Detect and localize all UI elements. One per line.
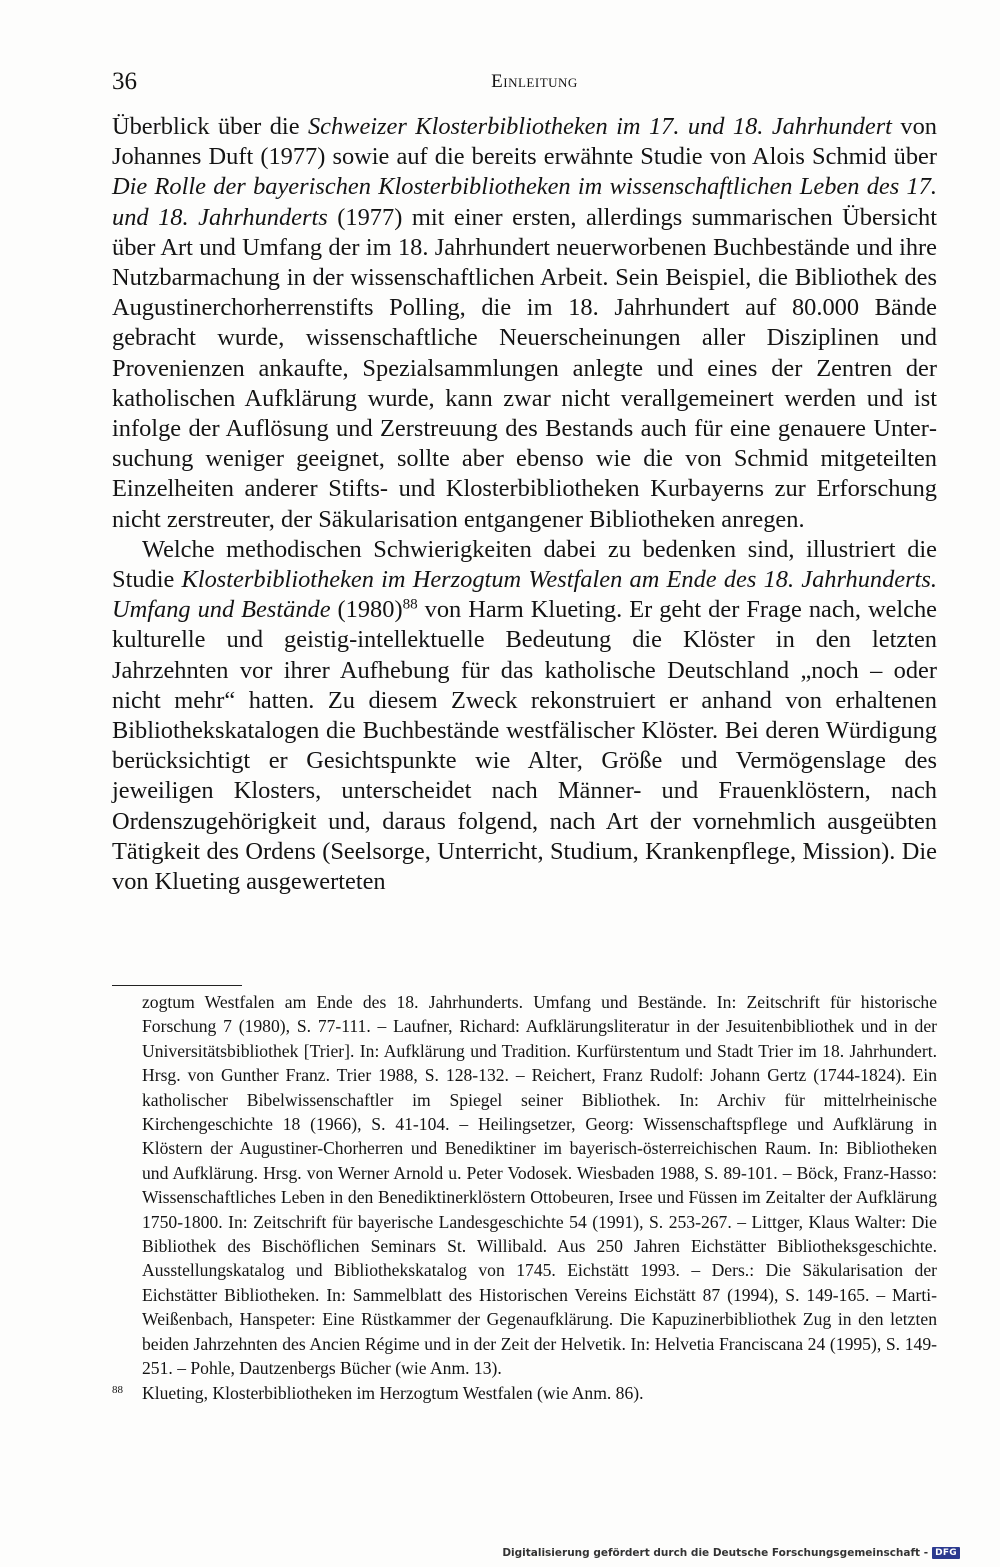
chapter-title: Einleitung — [491, 71, 578, 92]
p2-text-2: (1980) — [330, 596, 403, 624]
digitization-credit — [502, 1547, 960, 1559]
p1-text-2: von Johannes Duft (1977) sowie auf die bereits erwähnte Studie von Alois Schmid über — [112, 113, 937, 171]
running-head — [112, 68, 937, 102]
footnotes — [112, 990, 937, 1405]
footnote-88-text: Klueting, Klosterbibliotheken im Herzogtum Westfalen (wie Anm. 86). — [142, 1382, 644, 1403]
footnote-87-continuation: zogtum Westfalen am Ende des 18. Jahrhunderts. Umfang und Bestände. In: Zeitschrift für historische Forschung 7 (1980), S. 77-111. – Laufner, Richard: Aufklärungsliteratur in der Jesuitenbibliothek und in der Universitätsbibliothek [Trier]. In: Aufklärung und Tradition. Kurfürstentum und Stadt Trier im 18. Jahrhundert. Hrsg. von Gunther Franz. Trier 1988, S. 128-132. – Reichert, Franz Rudolf: Johann Gertz (1744-1824). Ein katholischer Bibelwissenschaftler im Spiegel seiner Bibliothek. In: Archiv für mittelrheinische Kirchengeschichte 18 (1966), S. 41-104. – Heilingsetzer, Georg: Wissenschaftspflege und Aufklärung in Klöstern der Augustiner-Chorherren und Benediktiner im bayerisch-österreichischen Raum. In: Bibliotheken und Aufklärung. Hrsg. von Werner Arnold u. Peter Vodosek. Wiesbaden 1988, S. 89-101. – Böck, Franz-Hasso: Wissenschaftliches Leben in den Benediktinerklöstern Ottobeuren, Irsee und Füssen im Zeitalter der Aufklärung 1750-1800. In: Zeitschrift für bayerische Landesgeschichte 54 (1991), S. 253-267. – Littger, Klaus Walter: Die Bibliothek des Bischöflichen Seminars St. Willibald. Aus 250 Jahren Eichstätter Bibliotheksgeschichte. Ausstellungskatalog und Bibliothekskatalog von 1745. Eichstätt 1993. – Ders.: Die Säkularisation der Eichstätter Bibliotheken. In: Sammelblatt des Historischen Vereins Eichstätt 87 (1994), S. 149-165. – Marti-Weißenbach, Hanspeter: Eine Rüstkammer der Gegenaufklärung. Die Kapuzinerbibliothek Zug in den letzten beiden Jahrzehnten des Ancien Régime und in der Zeit der Helvetik. In: Helvetia Franciscana 24 (1995), S. 149-251. – Pohle, Dautzenbergs Bücher (wie Anm. 13). — [142, 992, 937, 1379]
p1-title-2: Die Rolle der bayerischen Klosterbibliotheken im wissenschaftlichen Leben des 17. und 18. Jahrhunderts — [112, 173, 937, 231]
footnote-separator — [112, 985, 242, 986]
footnote-reference[interactable]: 88 — [402, 596, 418, 613]
dfg-logo: DFG — [932, 1547, 960, 1559]
footnote-88: 88 Klueting, Klosterbibliotheken im Herzogtum Westfalen (wie Anm. 86). — [112, 1382, 644, 1403]
paragraph-1 — [112, 112, 937, 535]
p2-title-1: Klosterbibliotheken im Herzogtum Westfalen am Ende des 18. Jahrhunderts. Umfang und Bestände — [112, 566, 937, 624]
page-number: 36 — [112, 68, 137, 95]
p1-text-1: Überblick über die — [112, 113, 308, 140]
p2-text-3: von Harm Klueting. Er geht der Frage nach, welche kulturelle und geistig-intellektuelle Bedeutung die Klöster in den letzten Jahrzehnten vor ihrer Aufhebung für das katholische Deutschland „noch – oder nicht mehr“ hatten. Zu diesem Zweck rekonstruiert er anhand von erhaltenen Bibliothekskatalogen die Buchbestände westfälischer Klöster. Bei deren Würdigung berücksichtigt er Gesichtspunkte wie Alter, Größe und Vermögenslage des jeweiligen Klosters, unterscheidet nach Männer- und Frauenklöstern, nach Ordenszugehörigkeit und, daraus folgend, nach Art der vornehmlich ausgeübten Tätigkeit des Ordens (Seelsorge, Unterricht, Studium, Krankenpflege, Mission). Die von Klueting ausgewerteten — [112, 596, 938, 896]
p1-title-1: Schweizer Klosterbibliotheken im 17. und 18. Jahrhundert — [307, 113, 892, 140]
main-text — [112, 112, 937, 897]
p2-text-1: Welche methodischen Schwierigkeiten dabei zu bedenken sind, illustriert die Studie — [112, 535, 937, 594]
paragraph-2 — [112, 535, 937, 897]
digitization-text: Digitalisierung gefördert durch die Deutsche Forschungsgemeinschaft - — [502, 1547, 929, 1559]
p1-text-3: (1977) mit einer ersten, allerdings summarischen Übersicht über Art und Umfang der im 18. Jahrhundert neuerworbenen Buchbestände und ihre Nutzbarmachung in der wissenschaftlichen Arbeit. Sein Beispiel, die Bibliothek des Augustinerchorherrenstifts Polling, die im 18. Jahrhundert auf 80.000 Bände gebracht wurde, wissenschaftliche Neuerscheinungen aller Disziplinen und Provenienzen ankaufte, Spezialsammlungen anlegte und eines der Zentren der katholischen Aufklärung wurde, kann zwar nicht verallgemeinert werden und ist infolge der Auflösung und Zerstreuung des Bestands auch für eine genauere Untersuchung weniger geeignet, sollte aber ebenso wie die von Schmid mitgeteilten Einzelheiten anderer Stifts- und Klosterbibliotheken Kurbayerns zur Erforschung nicht zerstreuter, der Säkularisation entgangener Bibliotheken anregen. — [112, 203, 937, 533]
